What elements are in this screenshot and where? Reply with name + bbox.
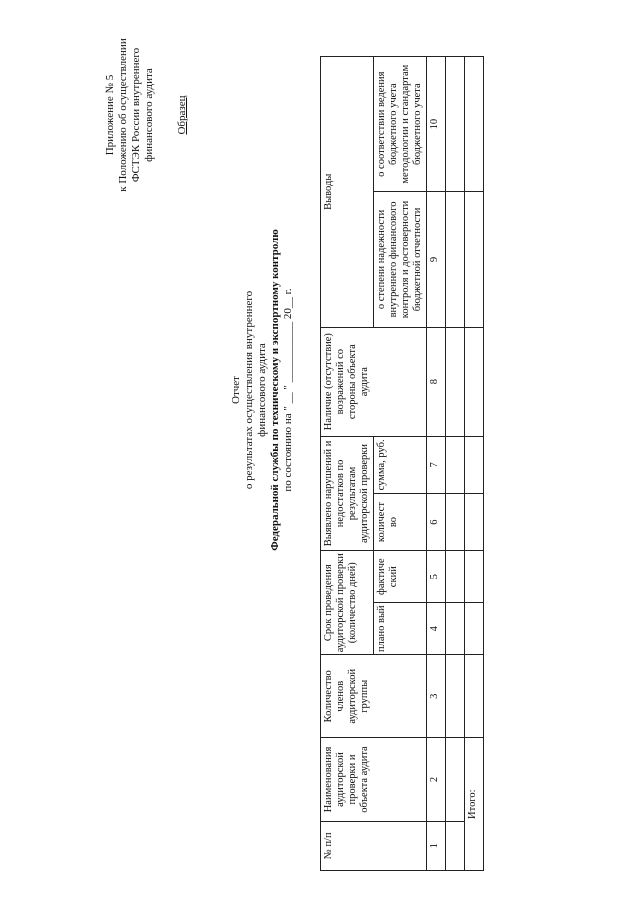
total-label: Итого: — [465, 738, 484, 871]
table-cell — [446, 57, 465, 192]
column-number-row — [427, 57, 446, 871]
header-audit-name: Наименования аудиторской проверки и объекта аудита — [321, 738, 427, 821]
column-number: 9 — [427, 192, 446, 327]
header-reliability: о степени надежности внутреннего финансового контроля и достоверности бюджетной отчетности — [374, 192, 427, 327]
table-cell — [465, 603, 484, 655]
appendix-line-3: ФСТЭК России внутреннего — [130, 47, 142, 183]
header-violations: Выявлено нарушений и недостатков по результатам аудиторской проверки — [321, 436, 374, 550]
header-row-1 — [321, 57, 374, 871]
title-line-4: Федеральной службы по техническому и экспортному контролю — [269, 229, 281, 551]
header-planned: плано вый — [374, 603, 427, 655]
table-cell — [446, 551, 465, 603]
table-cell — [446, 821, 465, 870]
total-row — [465, 57, 484, 871]
header-number: № п/п — [321, 821, 427, 870]
table-cell — [465, 327, 484, 436]
header-conclusions: Выводы — [321, 57, 374, 328]
title-line-1: Отчет — [230, 376, 242, 404]
table-cell — [446, 327, 465, 436]
header-count: количест во — [374, 493, 427, 550]
table-cell — [446, 192, 465, 327]
header-actual: фактиче ский — [374, 551, 427, 603]
table-cell — [465, 192, 484, 327]
header-duration: Срок проведения аудиторской проверки (количество дней) — [321, 551, 374, 655]
header-group-size: Количество членов аудиторской группы — [321, 655, 427, 738]
header-compliance: о соответствии ведения бюджетного учета методологии и стандартам бюджетного учета — [374, 57, 427, 192]
column-number: 1 — [427, 821, 446, 870]
appendix-block — [104, 15, 156, 215]
sample-label: Образец — [176, 95, 188, 135]
table-cell — [465, 57, 484, 192]
column-number: 7 — [427, 436, 446, 493]
column-number: 4 — [427, 603, 446, 655]
table-cell — [446, 436, 465, 493]
title-line-3: финансового аудита — [256, 343, 268, 437]
appendix-line-2: к Положению об осуществлении — [117, 38, 129, 192]
report-title — [230, 0, 295, 905]
column-number: 6 — [427, 493, 446, 550]
table-cell — [465, 551, 484, 603]
title-line-5: по состоянию на " __ " ___________ 20__ г. — [282, 288, 294, 492]
header-sum: сумма, руб. — [374, 436, 427, 493]
table-cell — [465, 493, 484, 550]
column-number: 8 — [427, 327, 446, 436]
column-number: 3 — [427, 655, 446, 738]
table-cell — [446, 603, 465, 655]
column-number: 10 — [427, 57, 446, 192]
report-table — [320, 56, 484, 871]
table-cell — [446, 493, 465, 550]
table-cell — [446, 738, 465, 821]
blank-row — [446, 57, 465, 871]
appendix-line-4: финансового аудита — [143, 68, 155, 162]
header-objections: Наличие (отсутствие) возражений со стороны объекта аудита — [321, 327, 427, 436]
column-number: 2 — [427, 738, 446, 821]
table-cell — [446, 655, 465, 738]
title-line-2: о результатах осуществления внутреннего — [243, 290, 255, 490]
table-cell — [465, 655, 484, 738]
table-cell — [465, 436, 484, 493]
column-number: 5 — [427, 551, 446, 603]
appendix-line-1: Приложение № 5 — [104, 74, 116, 156]
